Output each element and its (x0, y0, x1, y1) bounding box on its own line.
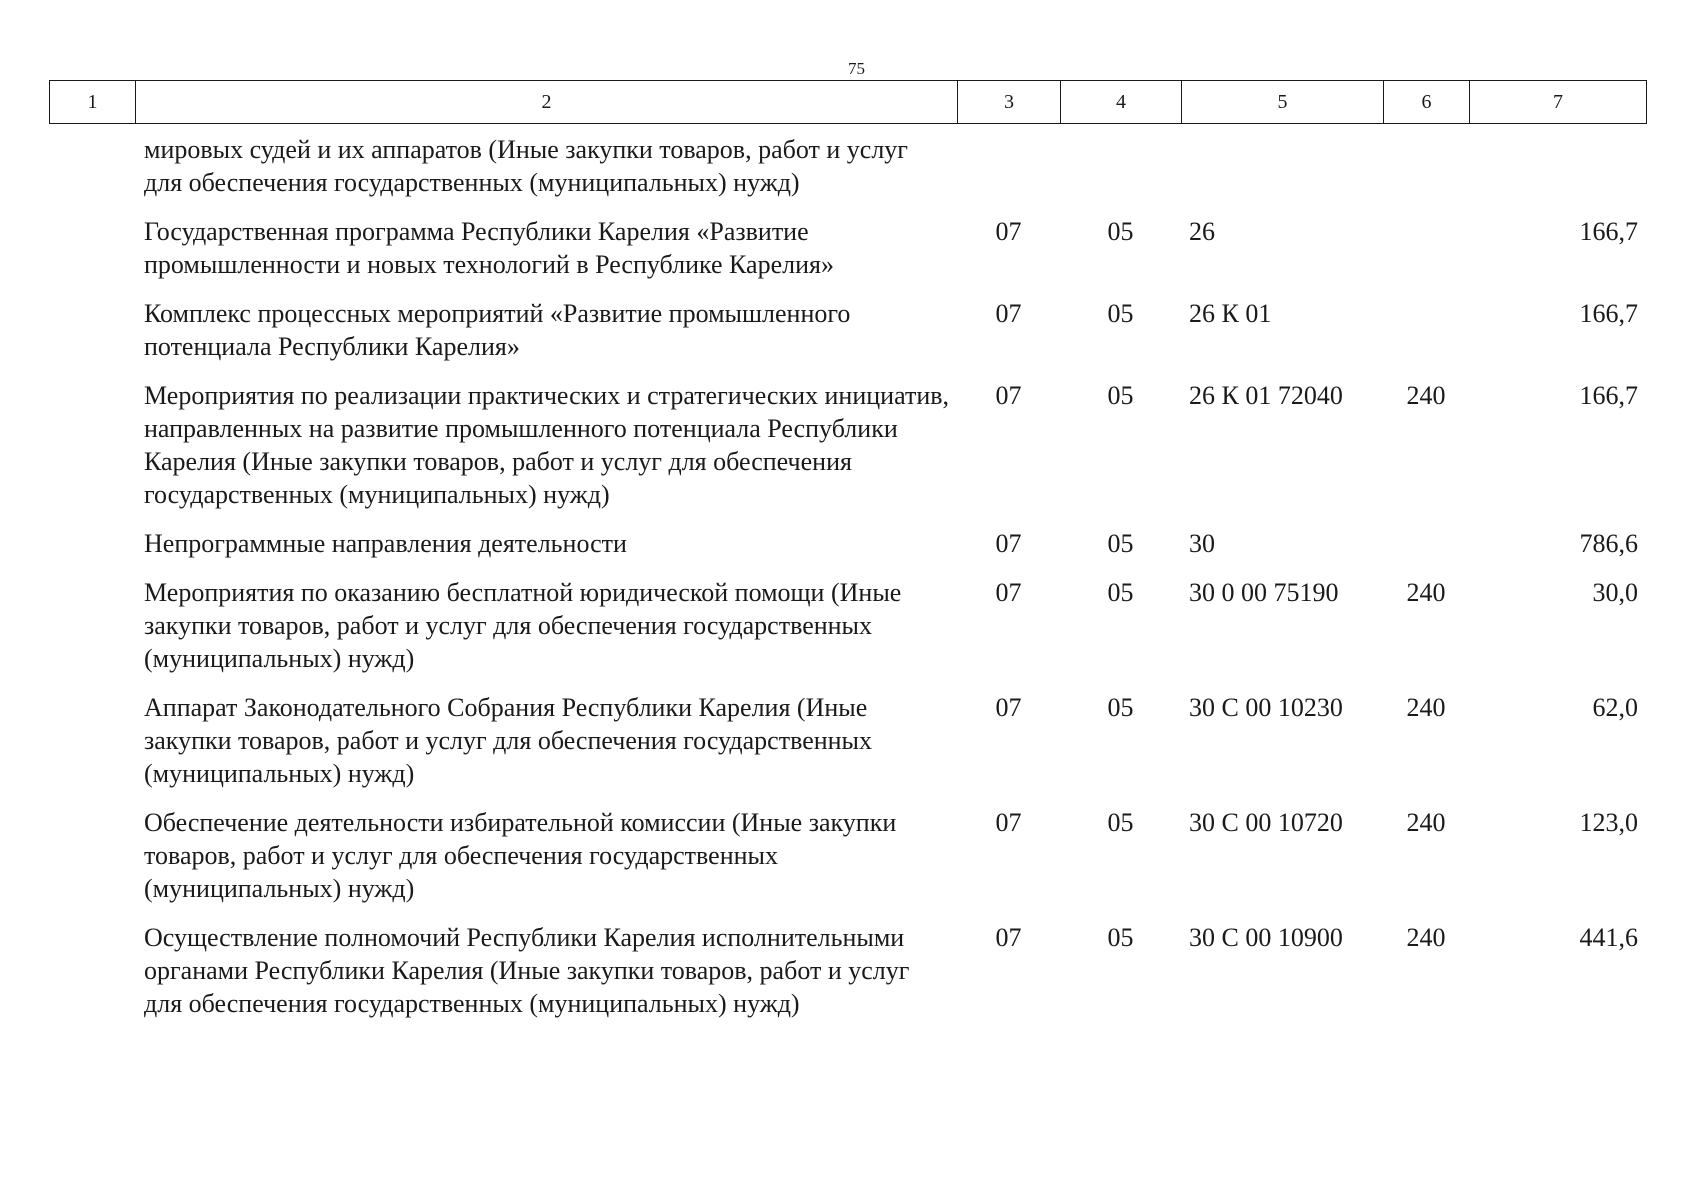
row-name: Комплекс процессных мероприятий «Развитие промышленного потенциала Республики Карелия» (144, 299, 851, 361)
row-subsection: 05 (1107, 529, 1134, 558)
row-subsection: 05 (1107, 808, 1134, 837)
row-code: 26 (1189, 217, 1215, 246)
table-header (49, 80, 1647, 124)
row-code: 30 (1189, 529, 1215, 558)
row-code: 30 С 00 10720 (1189, 808, 1343, 837)
table-row (49, 576, 1646, 691)
row-section: 07 (995, 299, 1022, 328)
row-code (1181, 133, 1383, 215)
row-name: Аппарат Законодательного Собрания Республики Карелия (Иные закупки товаров, работ и услуг для обеспечения государственных (муниципальных) нужд) (144, 693, 873, 788)
row-name: Осуществление полномочий Республики Карелия исполнительными органами Республики Карелия (Иные закупки товаров, работ и услуг для обеспечения государственных (муниципальных) нужд) (144, 923, 910, 1018)
row-section: 07 (995, 578, 1022, 607)
row-name: Мероприятия по оказанию бесплатной юридической помощи (Иные закупки товаров, работ и услуг для обеспечения государственных (муниципальных) нужд) (144, 578, 902, 673)
row-amount: 166,7 (1579, 381, 1638, 410)
row-subsection: 05 (1107, 381, 1134, 410)
row-amount: 441,6 (1579, 923, 1638, 952)
row-expense-type: 240 (1406, 808, 1446, 837)
row-name: Государственная программа Республики Карелия «Развитие промышленности и новых технологий в Республике Карелия» (144, 217, 834, 279)
row-expense-type: 240 (1406, 578, 1446, 607)
row-name: мировых судей и их аппаратов (Иные закупки товаров, работ и услуг для обеспечения государственных (муниципальных) нужд) (144, 135, 908, 197)
row-amount: 786,6 (1579, 529, 1638, 558)
row-code: 26 К 01 (1189, 299, 1272, 328)
row-amount (1469, 133, 1646, 215)
header-col-3: 3 (958, 81, 1061, 124)
row-code: 30 0 00 75190 (1189, 578, 1339, 607)
row-section: 07 (995, 923, 1022, 952)
table-row (49, 806, 1646, 921)
table-row (49, 215, 1646, 297)
row-amount: 123,0 (1579, 808, 1638, 837)
row-expense-type: 240 (1406, 693, 1446, 722)
row-subsection: 05 (1107, 299, 1134, 328)
budget-table (49, 133, 1646, 1036)
table-row (49, 133, 1646, 215)
row-section: 07 (995, 217, 1022, 246)
row-amount: 166,7 (1579, 299, 1638, 328)
row-section (957, 133, 1060, 215)
row-expense-type (1383, 215, 1469, 297)
row-expense-type (1383, 133, 1469, 215)
header-col-5: 5 (1182, 81, 1384, 124)
row-name: Непрограммные направления деятельности (144, 529, 627, 558)
table-row (49, 527, 1646, 576)
header-col-1: 1 (50, 81, 136, 124)
row-amount: 30,0 (1592, 578, 1638, 607)
row-name: Обеспечение деятельности избирательной комиссии (Иные закупки товаров, работ и услуг для обеспечения государственных (муниципальных) нужд) (144, 808, 897, 903)
row-subsection: 05 (1107, 217, 1134, 246)
row-expense-type (1383, 527, 1469, 576)
row-subsection (1060, 133, 1181, 215)
row-code: 30 С 00 10900 (1189, 923, 1343, 952)
header-col-7: 7 (1470, 81, 1647, 124)
row-expense-type: 240 (1406, 381, 1446, 410)
row-name: Мероприятия по реализации практических и стратегических инициатив, направленных на развитие промышленного потенциала Республики Карелия (Иные закупки товаров, работ и услуг для обеспечения государственных (муниципальных) нужд) (144, 381, 950, 509)
row-section: 07 (995, 381, 1022, 410)
row-subsection: 05 (1107, 693, 1134, 722)
header-col-2: 2 (136, 81, 958, 124)
row-amount: 166,7 (1579, 217, 1638, 246)
table-row (49, 379, 1646, 527)
row-expense-type (1383, 297, 1469, 379)
row-code: 26 К 01 72040 (1189, 381, 1343, 410)
row-subsection: 05 (1107, 923, 1134, 952)
row-section: 07 (995, 529, 1022, 558)
row-section: 07 (995, 808, 1022, 837)
table-row (49, 297, 1646, 379)
table-row (49, 921, 1646, 1036)
row-code: 30 С 00 10230 (1189, 693, 1343, 722)
row-section: 07 (995, 693, 1022, 722)
header-col-6: 6 (1384, 81, 1470, 124)
table-row (49, 691, 1646, 806)
page-number: 75 (848, 59, 865, 78)
row-expense-type: 240 (1406, 923, 1446, 952)
row-subsection: 05 (1107, 578, 1134, 607)
header-col-4: 4 (1061, 81, 1182, 124)
row-amount: 62,0 (1592, 693, 1638, 722)
